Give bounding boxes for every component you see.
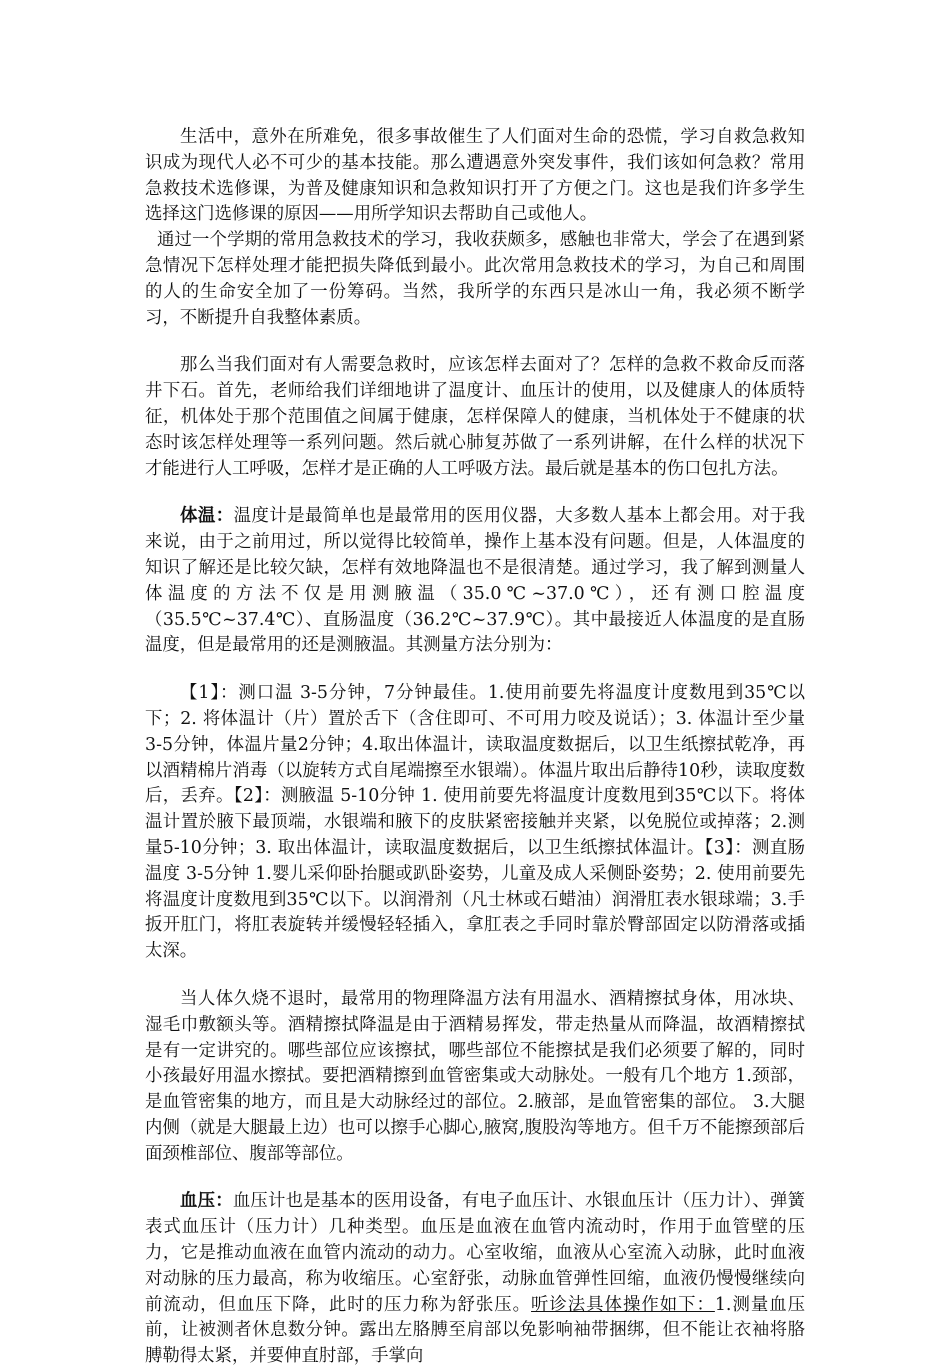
paragraph-intro: 生活中，意外在所难免，很多事故催生了人们面对生命的恐慌，学习自救急救知识成为现代人必不可少的基本技能。那么遭遇意外突发事件，我们该如何急救？常用急救技术选修课，为普及健康知识和急救知识打开了方便之门。这也是我们许多学生选择这门选修课的原因——用所学知识去帮助自己或他人。 <box>145 127 805 225</box>
paragraph-temperature <box>145 504 805 659</box>
auscultation-text: 1.测量血压前，让被测者休息数分钟。露出左胳膊至肩部以免影响袖带捆绑，但不能让衣袖将胳膊勒得太紧，并要伸直肘部，手掌向 <box>145 1294 805 1367</box>
blood-pressure-text: 血压计也是基本的医用设备，有电子血压计、水银血压计（压力计）、弹簧表式血压计（压力计）几种类型。血压是血液在血管内流动时，作用于血管壁的压力，它是推动血液在血管内流动的动力。心室收缩，血液从心室流入动脉，此时血液对动脉的压力最高，称为收缩压。心室舒张，动脉血管弹性回缩，血液仍慢慢继续向前流动，但血压下降，此时的压力称为舒张压。 <box>145 1191 805 1315</box>
heading-blood-pressure: 血压： <box>180 1191 233 1212</box>
document-body <box>145 125 805 1370</box>
temperature-text: 温度计是最简单也是最常用的医用仪器，大多数人基本上都会用。对于我来说，由于之前用过，所以觉得比较简单，操作上基本没有问题。但是，人体温度的知识了解还是比较欠缺，怎样有效地降温也不是很清楚。通过学习，我了解到测量人体温度的方法不仅是用测腋温（35.0℃~37.0℃），还有测口腔温度（35.5℃~37.4℃）、直肠温度（36.2℃~37.9℃）。其中最接近人体温度的是直肠温度，但是最常用的还是测腋温。其测量方法分别为： <box>145 506 805 656</box>
paragraph-cooling: 当人体久烧不退时，最常用的物理降温方法有用温水、酒精擦拭身体，用冰块、湿毛巾敷额头等。酒精擦拭降温是由于酒精易挥发，带走热量从而降温，故酒精擦拭是有一定讲究的。哪些部位应该擦拭，哪些部位不能擦拭是我们必须要了解的，同时小孩最好用温水擦拭。要把酒精擦到血管密集或大动脉处。一般有几个地方 1.颈部，是血管密集的地方，而且是大动脉经过的部位。2.腋部，是血管密集的部位。 3.大腿内侧（就是大腿最上边）也可以擦手心脚心,腋窝,腹股沟等地方。但千万不能擦颈部后面颈椎部位、腹部等部位。 <box>145 988 805 1164</box>
paragraph-overview: 那么当我们面对有人需要急救时，应该怎样去面对了？怎样的急救不救命反而落井下石。首先，老师给我们详细地讲了温度计、血压计的使用，以及健康人的体质特征，机体处于那个范围值之间属于健康，怎样保障人的健康，当机体处于不健康的状态时该怎样处理等一系列问题。然后就心肺复苏做了一系列讲解，在什么样的状况下才能进行人工呼吸，怎样才是正确的人工呼吸方法。最后就是基本的伤口包扎方法。 <box>145 355 805 479</box>
heading-temperature: 体温： <box>180 506 234 527</box>
paragraph-learning: 通过一个学期的常用急救技术的学习，我收获颇多，感触也非常大，学会了在遇到紧急情况下怎样处理才能把损失降低到最小。此次常用急救技术的学习，为自己和周围的人的生命安全加了一份筹码。当然，我所学的东西只是冰山一角，我必须不断学习，不断提升自我整体素质。 <box>145 230 805 328</box>
paragraph-measurement-methods: 【1】：测口温 3-5分钟，7分钟最佳。1.使用前要先将温度计度数甩到35℃以下；2. 将体温计（片）置於舌下（含住即可、不可用力咬及说话）；3. 体温计至少量3-5分钟，体温片量2分钟；4.取出体温计，读取温度数据后，以卫生纸擦拭乾净，再以酒精棉片消毒（以旋转方式自尾端擦至水银端）。体温片取出后静待10秒，读取度数后，丢弃。【2】：测腋温 5-10分钟 1. 使用前要先将温度计度数甩到35℃以下。将体温计置於腋下最顶端，水银端和腋下的皮肤紧密接触并夹紧，以免脱位或掉落；2.测量5-10分钟；3. 取出体温计，读取温度数据后，以卫生纸擦拭体温计。【3】：测直肠温度 3-5分钟 1.婴儿采仰卧抬腿或趴卧姿势，儿童及成人采侧卧姿势；2. 使用前要先将温度计度数甩到35℃以下。以润滑剂（凡士林或石蜡油）润滑肛表水银球端；3.手扳开肛门，将肛表旋转并缓慢轻轻插入，拿肛表之手同时靠於臀部固定以防滑落或插太深。 <box>145 683 805 962</box>
auscultation-label: 听诊法具体操作如下： <box>531 1294 715 1315</box>
paragraph-blood-pressure <box>145 1189 805 1370</box>
